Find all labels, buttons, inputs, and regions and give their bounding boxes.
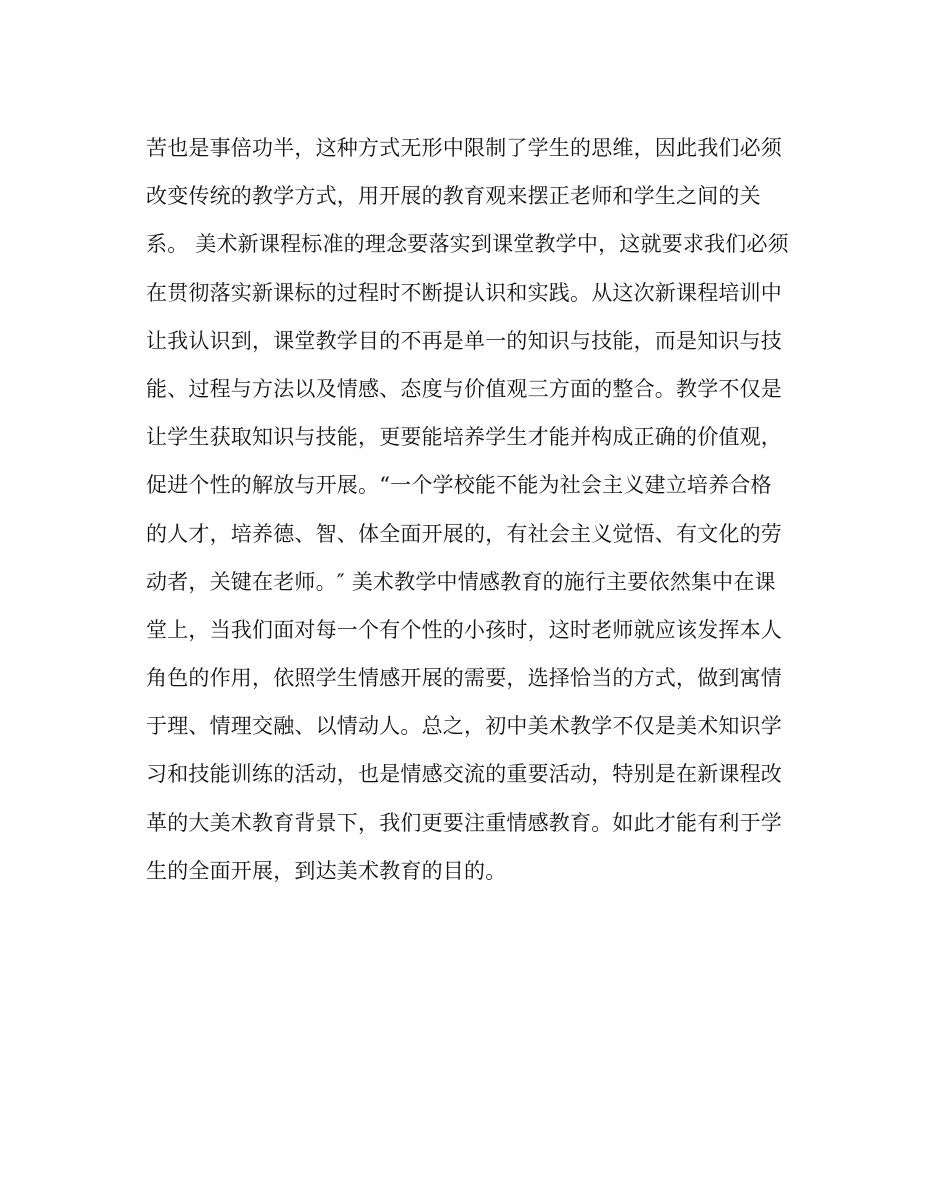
text-line: 在贯彻落实新课标的过程时不断提认识和实践。从这次新课程培训中 xyxy=(146,280,782,305)
body-paragraph xyxy=(146,124,826,895)
text-line: 苦也是事倍功半，这种方式无形中限制了学生的思维，因此我们必须 xyxy=(146,136,782,160)
text-line: 系。 美术新课程标准的理念要落实到课堂教学中，这就要求我们必须 xyxy=(146,232,789,257)
text-line: 让学生获取知识与技能，更要能培养学生才能并构成正确的价值观， xyxy=(146,425,782,450)
text-line: 于理、情理交融、以情动人。总之，初中美术教学不仅是美术知识学 xyxy=(146,714,782,739)
text-line: 堂上，当我们面对每一个有个性的小孩时，这时老师就应该发挥本人 xyxy=(146,617,782,642)
text-line: 促进个性的解放与开展。“一个学校能不能为社会主义建立培养合格 xyxy=(146,473,772,498)
text-line: 角色的作用，依照学生情感开展的需要，选择恰当的方式，做到寓情 xyxy=(146,666,782,691)
text-line: 革的大美术教育背景下，我们更要注重情感教育。如此才能有利于学 xyxy=(146,810,782,835)
text-line: 让我认识到，课堂教学目的不再是单一的知识与技能，而是知识与技 xyxy=(146,328,782,353)
text-line: 生的全面开展，到达美术教育的目的。 xyxy=(146,858,507,883)
text-line: 习和技能训练的活动，也是情感交流的重要活动，特别是在新课程改 xyxy=(146,762,782,787)
text-line: 动者，关键在老师。″ 美术教学中情感教育的施行主要依然集中在课 xyxy=(146,569,776,594)
text-line: 的人才，培养德、智、体全面开展的，有社会主义觉悟、有文化的劳 xyxy=(146,521,782,546)
text-line: 改变传统的教学方式，用开展的教育观来摆正老师和学生之间的关 xyxy=(146,184,761,209)
text-line: 能、过程与方法以及情感、态度与价值观三方面的整合。教学不仅是 xyxy=(146,376,782,401)
